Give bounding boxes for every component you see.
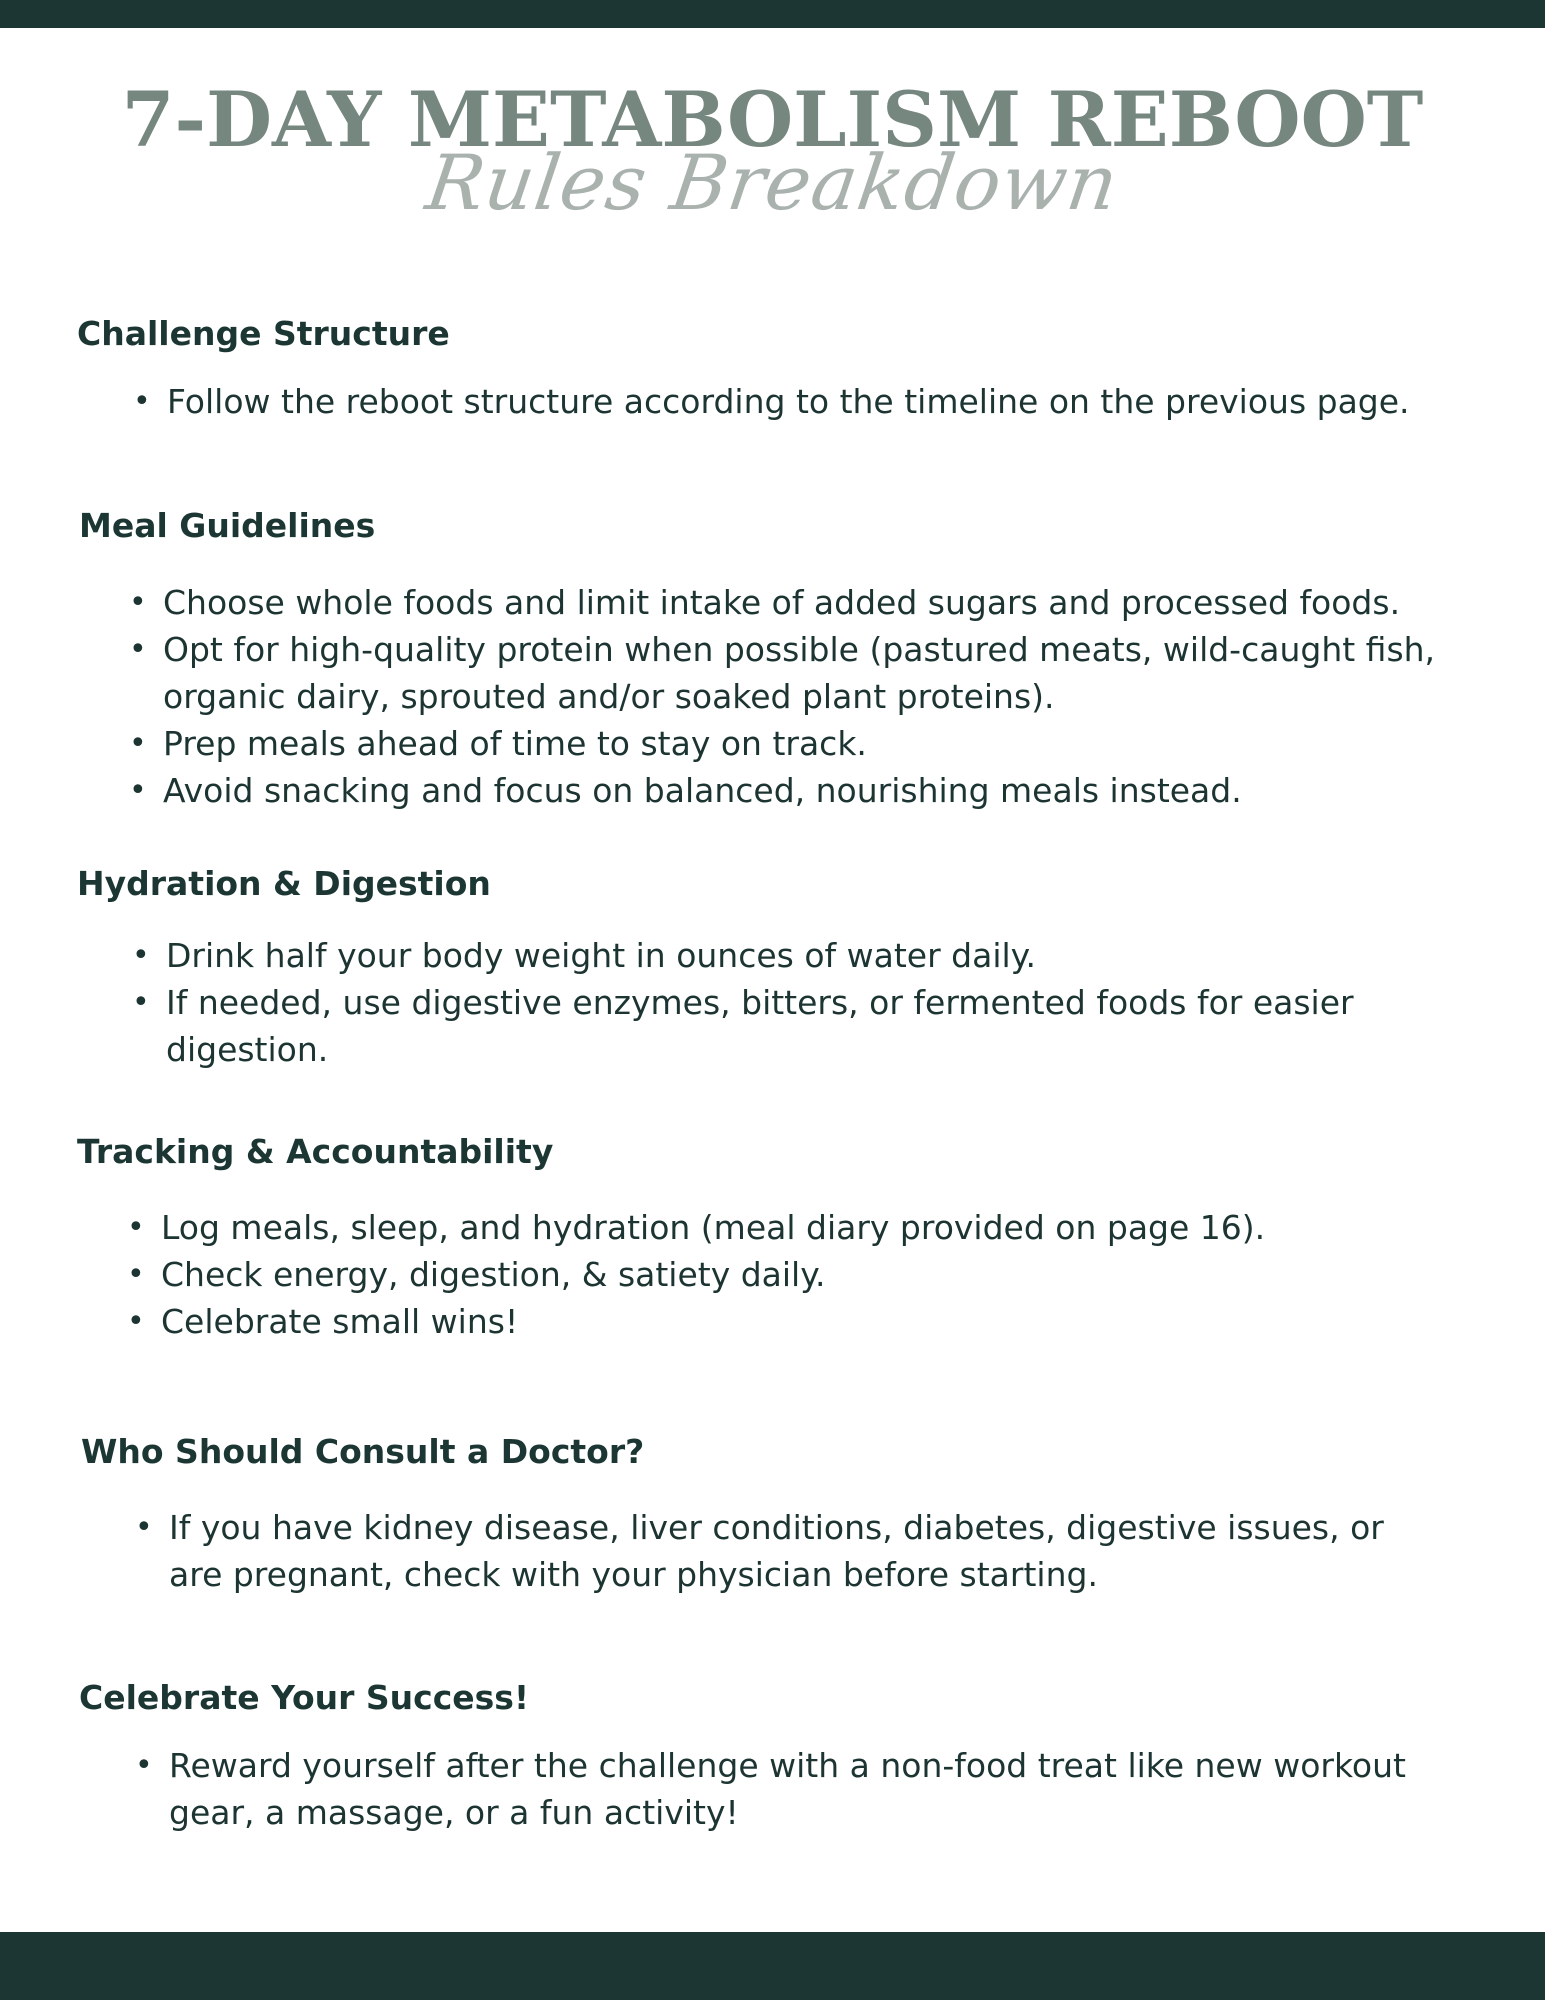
- bullet-list: [129, 579, 1463, 814]
- section-heading: Hydration & Digestion: [77, 864, 491, 903]
- bullet-icon: •: [129, 726, 147, 761]
- bullet-list: [132, 932, 1376, 1073]
- list-item: • Follow the reboot structure according to the timeline on the previous page.: [167, 378, 1487, 425]
- list-item: • If you have kidney disease, liver conditions, diabetes, digestive issues, or are pregnant, check with your physician before starting.: [169, 1504, 1429, 1598]
- page-subtitle: Rules Breakdown: [421, 138, 1125, 227]
- section-challenge-structure: [0, 312, 1545, 425]
- bullet-icon: •: [132, 938, 150, 973]
- section-consult-doctor: [0, 1430, 1545, 1598]
- list-item: • Drink half your body weight in ounces of water daily.: [166, 932, 1376, 979]
- bullet-list: [133, 378, 1487, 425]
- bullet-list: [127, 1204, 1481, 1345]
- list-item: • If needed, use digestive enzymes, bitters, or fermented foods for easier digestion.: [166, 979, 1376, 1073]
- list-item: • Check energy, digestion, & satiety daily.: [161, 1251, 1481, 1298]
- section-heading: Who Should Consult a Doctor?: [81, 1432, 645, 1471]
- list-item: • Reward yourself after the challenge with a non-food treat like new workout gear, a massage, or a fun activity!: [169, 1742, 1419, 1836]
- bullet-icon: •: [133, 384, 151, 419]
- bullet-icon: •: [127, 1210, 145, 1245]
- section-heading: Celebrate Your Success!: [79, 1678, 529, 1717]
- bullet-icon: •: [129, 632, 147, 667]
- section-heading: Tracking & Accountability: [77, 1132, 554, 1171]
- bullet-icon: •: [135, 1748, 153, 1783]
- bullet-icon: •: [127, 1257, 145, 1292]
- bullet-list: [135, 1504, 1429, 1598]
- bottom-banner-bar: [0, 1932, 1545, 2000]
- bullet-icon: •: [129, 585, 147, 620]
- list-item: • Prep meals ahead of time to stay on track.: [163, 720, 1463, 767]
- section-heading: Challenge Structure: [77, 314, 450, 353]
- top-banner-bar: [0, 0, 1545, 28]
- bullet-list: [135, 1742, 1419, 1836]
- list-item: • Avoid snacking and focus on balanced, nourishing meals instead.: [163, 767, 1463, 814]
- section-hydration-digestion: [0, 862, 1545, 1073]
- bullet-icon: •: [135, 1510, 153, 1545]
- section-tracking-accountability: [0, 1130, 1545, 1345]
- page-title: 7-DAY METABOLISM REBOOT: [121, 75, 1424, 164]
- bullet-icon: •: [127, 1304, 145, 1339]
- bullet-icon: •: [129, 773, 147, 808]
- list-item: • Celebrate small wins!: [161, 1298, 1481, 1345]
- bullet-icon: •: [132, 985, 150, 1020]
- section-heading: Meal Guidelines: [79, 506, 376, 545]
- list-item: • Log meals, sleep, and hydration (meal diary provided on page 16).: [161, 1204, 1481, 1251]
- section-celebrate-success: [0, 1676, 1545, 1836]
- section-meal-guidelines: [0, 504, 1545, 814]
- list-item: • Choose whole foods and limit intake of added sugars and processed foods.: [163, 579, 1463, 626]
- list-item: • Opt for high-quality protein when possible (pastured meats, wild-caught fish, organic dairy, sprouted and/or soaked plant proteins).: [163, 626, 1463, 720]
